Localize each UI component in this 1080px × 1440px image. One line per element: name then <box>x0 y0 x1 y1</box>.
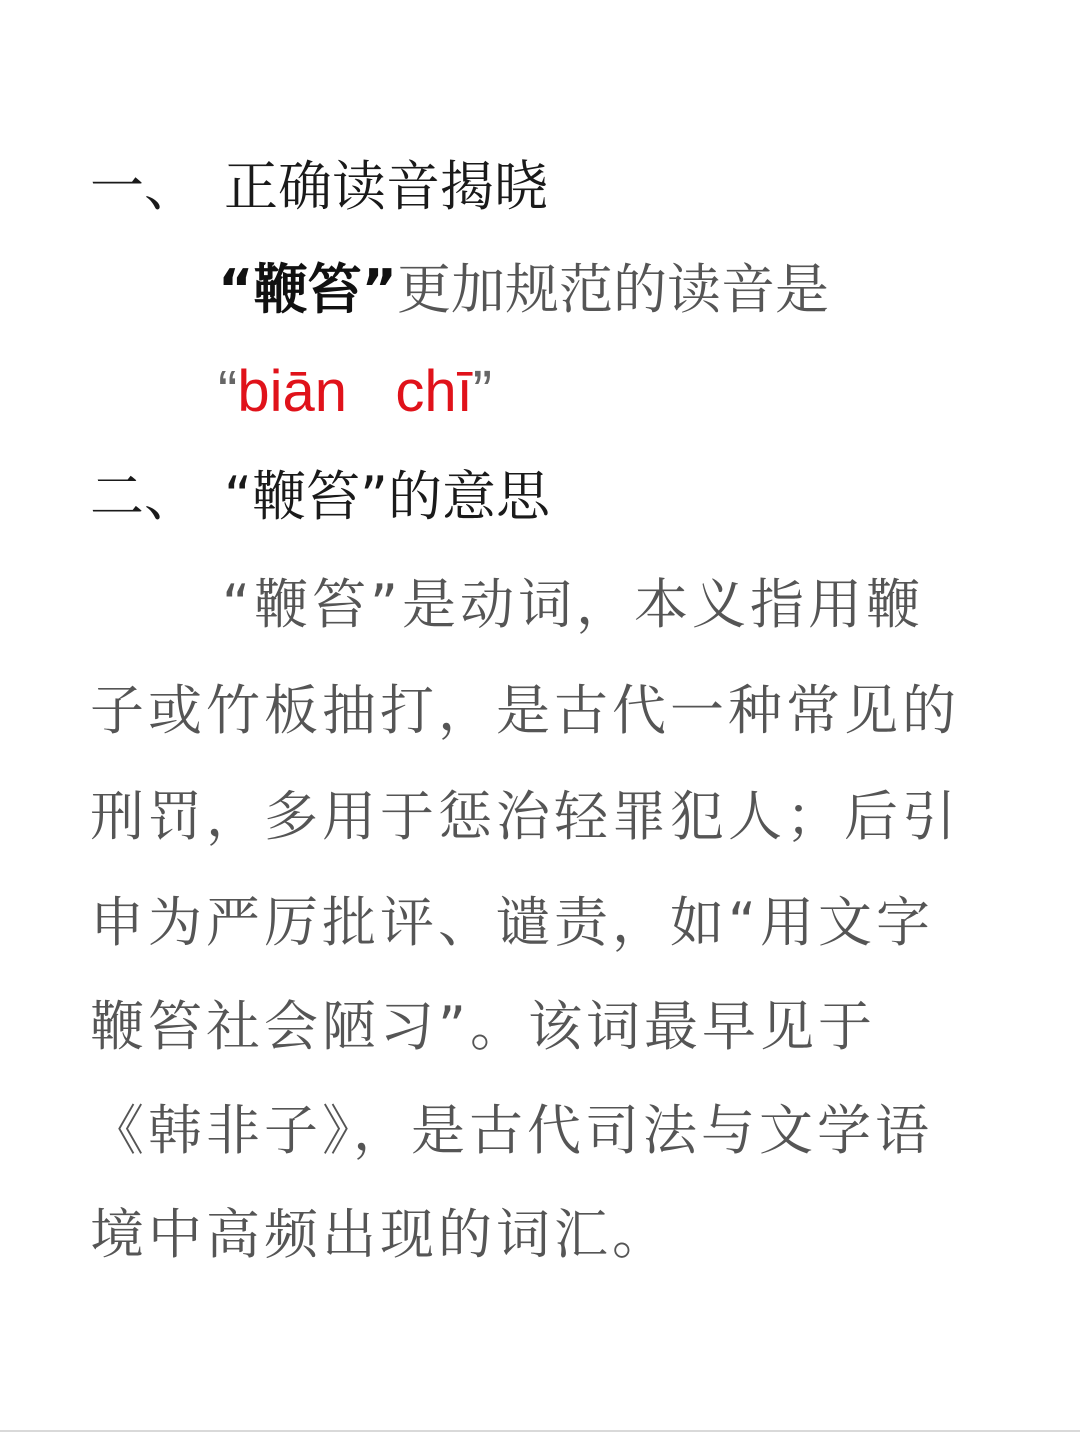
pinyin-text: biān chī <box>237 359 473 424</box>
paragraph-line: 刑罚，多用于惩治轻罪犯人；后引 <box>90 785 960 848</box>
reading-sentence-rest: 更加规范的读音是 <box>396 258 829 321</box>
paragraph-line: 子或竹板抽打，是古代一种常见的 <box>90 679 960 742</box>
section-1-heading <box>90 155 548 218</box>
paragraph-line: 境中高频出现的词汇。 <box>90 1203 670 1266</box>
section-2-title: “鞭笞”的意思 <box>224 465 550 528</box>
paragraph-line: 《韩非子》，是古代司法与文学语 <box>90 1099 933 1162</box>
paragraph-line: 鞭笞社会陋习”。该词最早见于 <box>90 995 876 1058</box>
term-bold: “鞭笞” <box>218 258 397 321</box>
pinyin-close-quote: ” <box>472 359 493 424</box>
pinyin-open-quote: “ <box>218 359 238 424</box>
section-2-heading <box>90 465 550 528</box>
section-1-number: 一、 <box>90 155 198 218</box>
reading-sentence <box>218 258 829 321</box>
paragraph-line: “鞭笞”是动词，本义指用鞭 <box>222 573 924 636</box>
pinyin-line <box>218 359 493 424</box>
section-2-number: 二、 <box>90 465 198 528</box>
bottom-divider <box>0 1430 1080 1432</box>
paragraph-line: 申为严厉批评、谴责，如“用文字 <box>90 891 934 954</box>
section-1-title: 正确读音揭晓 <box>224 155 548 218</box>
